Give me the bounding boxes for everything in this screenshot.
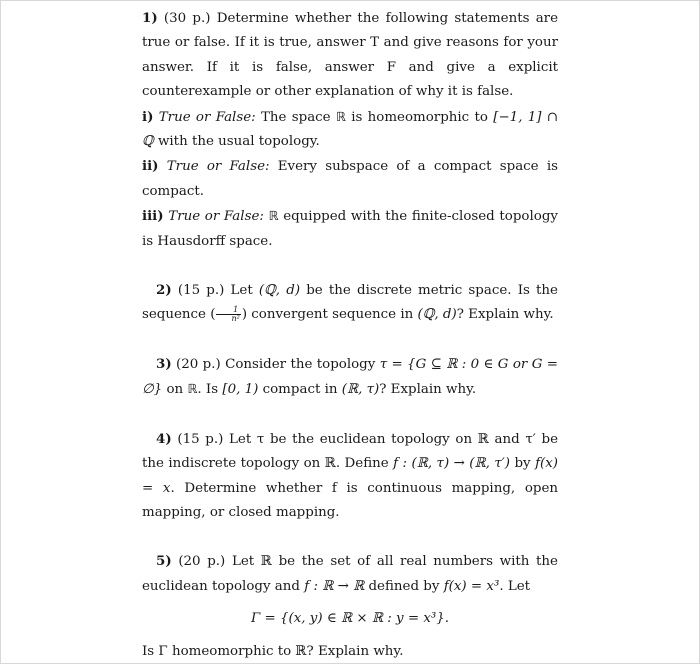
q2-text-a: Let — [230, 283, 253, 299]
q3-text-d: compact in — [262, 382, 338, 398]
q5-text-c: . Let — [499, 578, 531, 594]
q2-fraction — [216, 306, 240, 323]
reals-symbol: ℝ — [268, 208, 279, 224]
q3-text-a: Consider the topology — [225, 356, 376, 372]
q2-points: (15 p.) — [177, 283, 225, 299]
q2-text-b: be the discrete metric space. Is the sequence — [142, 283, 558, 323]
q4-math-b: f(x) = x — [142, 456, 559, 496]
q1-item-ii — [142, 154, 558, 204]
question-2: 2) (15 p.) Let (ℚ, d) be the discrete metric space. Is the sequence ( $\frac{1}{\text{n²}}$ ) convergent sequence in (ℚ, d)? Explain why. — [142, 282, 558, 324]
q5-label: 5) — [156, 553, 172, 570]
q5-points: (20 p.) — [178, 554, 226, 570]
q3-math-b: [0, 1) — [222, 382, 259, 398]
question-5 — [142, 549, 558, 599]
q1-label: 1) — [142, 10, 158, 26]
q4-label: 4) — [156, 430, 172, 447]
q2-frac-num: 1 — [216, 306, 240, 315]
q1-item-ii-label: ii) — [142, 158, 159, 175]
q1-item-iii-label: iii) — [142, 208, 164, 225]
q3-label: 3) — [156, 355, 172, 372]
q1-item-i-text-a: The space — [260, 109, 331, 125]
q1-item-i — [142, 105, 558, 155]
q4-points: (15 p.) — [177, 431, 224, 447]
q5-text-a: Let ℝ be the set of all real numbers with the euclidean topology and — [142, 554, 558, 594]
q5-display-equation: Γ = {(x, y) ∈ ℝ × ℝ : y = x³}. — [250, 611, 450, 627]
problem-sheet — [142, 6, 558, 664]
q1-points: (30 p.) — [163, 11, 211, 26]
q3-math-a: τ = {G ⊆ ℝ : 0 ∈ G or G = ∅} — [142, 356, 558, 398]
q5-math-a: f : ℝ → ℝ — [304, 578, 365, 594]
q2-label: 2) — [156, 282, 172, 299]
q2-frac-den: n² — [231, 314, 240, 324]
q1-item-iii — [142, 204, 558, 254]
q4-text-b: by — [514, 456, 531, 472]
q1-item-ii-text: Every subspace of a compact space is compact. — [142, 159, 558, 199]
q1-item-i-text-b: is homeomorphic to — [351, 109, 488, 125]
question-4 — [142, 427, 558, 526]
question-3 — [142, 352, 558, 403]
q3-points: (20 p.) — [176, 356, 221, 372]
q5-text-b: defined by — [368, 578, 440, 594]
q2-text-c: convergent sequence in — [251, 307, 414, 323]
q5-math-b: f(x) = x³ — [443, 578, 500, 594]
q5-question: Is Γ homeomorphic to ℝ? Explain why. — [142, 643, 404, 659]
q2-math-a: (ℚ, d) — [258, 283, 301, 299]
q3-math-c: (ℝ, τ) — [341, 382, 380, 398]
q2-text-d: ? Explain why. — [456, 307, 554, 323]
q1-item-i-tf: True or False: — [158, 109, 256, 125]
q1-intro: Determine whether the following statements are true or false. If it is true, answer T and give reasons for your answer. If it is false, answer F and give a explicit counterexample or other explanation of why it is false. — [142, 11, 559, 100]
q3-text-c: . Is — [197, 382, 219, 398]
reals-symbol: ℝ — [187, 381, 198, 397]
q1-item-iii-tf: True or False: — [168, 209, 264, 225]
reals-symbol: ℝ — [335, 108, 346, 124]
q1-item-i-label: i) — [142, 108, 154, 125]
q1-item-iii-text: equipped with the finite-closed topology is Hausdorff space. — [142, 209, 558, 249]
q3-text-e: ? Explain why. — [379, 382, 477, 398]
q4-math-a: f : (ℝ, τ) → (ℝ, τ′) — [393, 456, 511, 472]
q3-text-b: on — [166, 382, 184, 398]
q2-math-b: (ℚ, d) — [417, 307, 457, 323]
q1-item-ii-tf: True or False: — [166, 159, 270, 175]
q1-item-i-math: [−1, 1] ∩ ℚ — [142, 109, 559, 150]
q4-text-a: Let τ be the euclidean topology on ℝ and τ′ be the indiscrete topology on ℝ. Define — [142, 431, 559, 472]
q4-text-c: . Determine whether f is continuous mapping, open mapping, or closed mapping. — [142, 480, 558, 520]
q1-item-i-text-c: with the usual topology. — [157, 134, 320, 150]
question-1 — [142, 6, 558, 105]
